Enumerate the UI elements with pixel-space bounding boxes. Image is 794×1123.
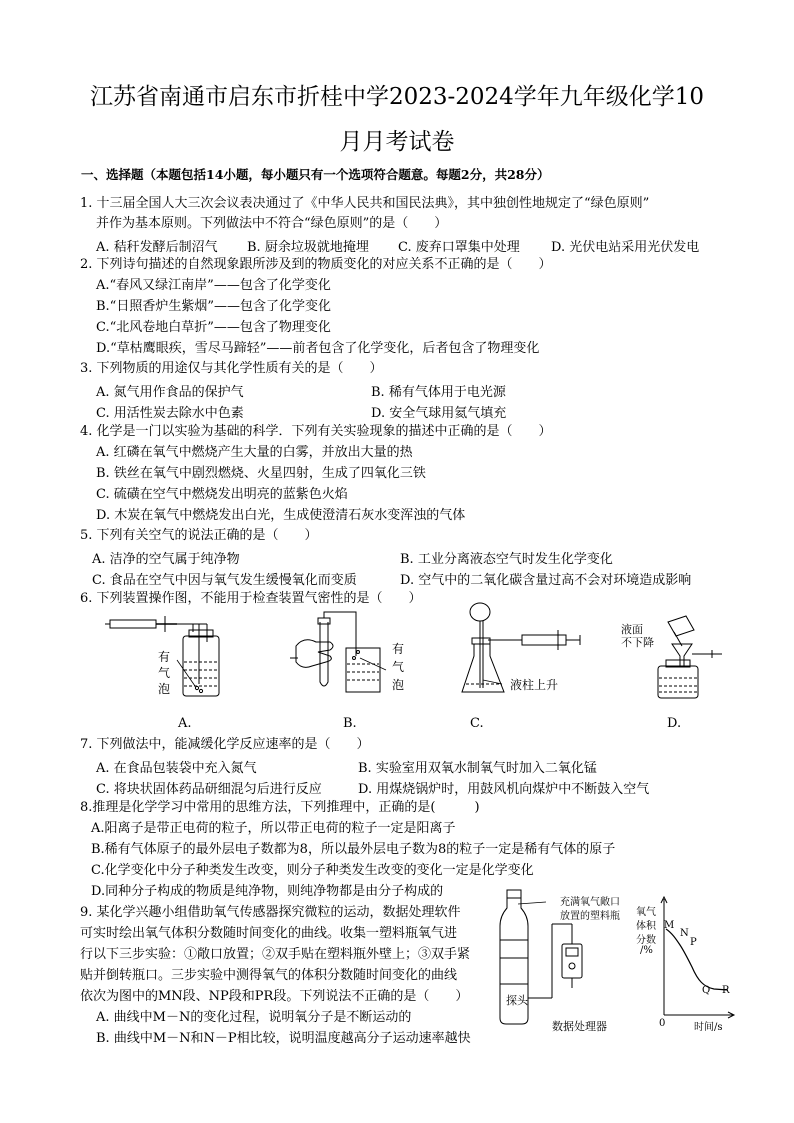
q9-stem-5: 依次为图中的MN段、NP段和PR段。下列说法不正确的是（ ）	[80, 989, 469, 1004]
q3-option-a: A. 氮气用作食品的保护气	[96, 385, 244, 400]
q8-option-c: C.化学变化中分子种类发生改变，则分子种类发生改变的变化一定是化学变化	[91, 863, 534, 878]
q9-bottle-label-2: 放置的塑料瓶	[560, 911, 620, 922]
q2-option-a: A.“春风又绿江南岸”——包含了化学变化	[96, 278, 331, 293]
q9-ylabel-2: 体积	[636, 921, 656, 932]
q5-option-c: C. 食品在空气中因与氧气发生缓慢氧化而变质	[92, 573, 357, 588]
section-heading: 一、选择题（本题包括14小题，每小题只有一个选项符合题意。每题2分，共28分）	[81, 167, 550, 182]
q6-option-c: C.	[470, 716, 484, 731]
q6b-label-2: 气	[392, 660, 405, 674]
q6d-label-1: 液面	[621, 623, 643, 636]
q9-point-m: M	[664, 920, 675, 931]
q1-option-a: A. 秸秆发酵后制沼气	[96, 240, 218, 255]
q2-option-d: D.“草枯鹰眼疾，雪尽马蹄轻”——前者包含了化学变化，后者包含了物理变化	[96, 341, 540, 356]
q6a-label-3: 泡	[158, 682, 171, 696]
q1-stem-1: 1. 十三届全国人大三次会议表决通过了《中华人民共和国民法典》，其中独创性地规定了“绿色原则”	[80, 196, 650, 211]
q9-ylabel-1: 氧气	[636, 907, 656, 918]
q1-option-b: B. 厨余垃圾就地掩埋	[247, 240, 369, 255]
exam-title-line2: 月月考试卷	[339, 129, 455, 155]
q6d-label-2: 不下降	[621, 636, 654, 649]
q1-option-d: D. 光伏电站采用光伏发电	[551, 240, 700, 255]
q9-bottle-label-1: 充满氧气敞口	[560, 897, 620, 908]
q9-xlabel: 时间/s	[694, 1022, 723, 1033]
q6-option-a: A.	[178, 716, 192, 731]
q9-stem-4: 贴并倒转瓶口。三步实验中测得氧气的体积分数随时间变化的曲线	[80, 968, 458, 983]
q2-option-b: B.“日照香炉生紫烟”——包含了化学变化	[96, 299, 331, 314]
q9-oxygen-curve	[666, 929, 728, 990]
q2-option-c: C.“北风卷地白草折”——包含了物理变化	[96, 320, 331, 335]
q9-origin: 0	[659, 1018, 666, 1029]
q9-point-n: N	[680, 928, 689, 939]
q9-stem-2: 可实时绘出氧气体积分数随时间变化的曲线。收集一塑料瓶氧气进	[80, 926, 458, 941]
q7-option-a: A. 在食品包装袋中充入氮气	[96, 761, 257, 776]
q2-stem: 2. 下列诗句描述的自然现象跟所涉及到的物质变化的对应关系不正确的是（ ）	[80, 257, 552, 272]
q9-ylabel-4: /%	[640, 945, 653, 956]
q9-point-p: P	[690, 937, 697, 948]
q8-stem: 8.推理是化学学习中常用的思维方法，下列推理中，正确的是( )	[80, 800, 480, 815]
q6c-label: 液柱上升	[510, 678, 559, 692]
q8-option-a: A.阳离子是带正电荷的粒子，所以带正电荷的粒子一定是阳离子	[91, 821, 456, 836]
q9-probe-label: 探头	[506, 994, 528, 1007]
q5-option-b: B. 工业分离液态空气时发生化学变化	[400, 552, 613, 567]
q4-option-d: D. 木炭在氧气中燃烧发出白光，生成使澄清石灰水变浑浊的气体	[96, 508, 466, 523]
q4-stem: 4. 化学是一门以实验为基础的科学．下列有关实验现象的描述中正确的是（ ）	[80, 424, 552, 439]
q6b-label-1: 有	[392, 642, 405, 656]
q7-stem: 7. 下列做法中，能减缓化学反应速率的是（ ）	[80, 737, 370, 752]
q3-option-c: C. 用活性炭去除水中色素	[96, 406, 244, 421]
q6a-label-1: 有	[158, 650, 171, 664]
q7-option-c: C. 将块状固体药品研细混匀后进行反应	[96, 782, 322, 797]
q1-option-c: C. 废弃口罩集中处理	[398, 240, 520, 255]
q4-option-c: C. 硫磺在空气中燃烧发出明亮的蓝紫色火焰	[96, 487, 348, 502]
q9-point-q: Q	[702, 985, 711, 996]
q5-option-a: A. 洁净的空气属于纯净物	[92, 552, 240, 567]
q9-ylabel-3: 分数	[636, 935, 656, 946]
q9-stem-3: 行以下三步实验：①敞口放置；②双手贴在塑料瓶外壁上；③双手紧	[80, 947, 471, 962]
q4-option-b: B. 铁丝在氧气中剧烈燃烧、火星四射，生成了四氧化三铁	[96, 466, 426, 481]
q8-option-b: B.稀有气体原子的最外层电子数都为8，所以最外层电子数为8的粒子一定是稀有气体的原子	[91, 842, 616, 857]
q6-stem: 6. 下列装置操作图，不能用于检查装置气密性的是（ ）	[80, 591, 422, 606]
q9-option-b: B. 曲线中M－N和N－P相比较，说明温度越高分子运动速率越快	[96, 1031, 471, 1046]
q6-option-b: B.	[343, 716, 357, 731]
q3-option-b: B. 稀有气体用于电光源	[371, 385, 506, 400]
q6a-label-2: 气	[158, 666, 171, 680]
q8-option-d: D.同种分子构成的物质是纯净物，则纯净物都是由分子构成的	[91, 884, 444, 899]
q7-option-d: D. 用煤烧锅炉时，用鼓风机向煤炉中不断鼓入空气	[358, 782, 650, 797]
q6-figure-d	[652, 612, 732, 702]
q9-stem-1: 9. 某化学兴趣小组借助氧气传感器探究微粒的运动，数据处理软件	[80, 905, 461, 920]
q3-option-d: D. 安全气球用氦气填充	[371, 406, 507, 421]
exam-title-line1: 江苏省南通市启东市折桂中学2023-2024学年九年级化学10	[89, 84, 705, 110]
q5-option-d: D. 空气中的二氧化碳含量过高不会对环境造成影响	[400, 573, 692, 588]
q5-stem: 5. 下列有关空气的说法正确的是（ ）	[80, 528, 318, 543]
q1-stem-2: 并作为基本原则。下列做法中不符合“绿色原则”的是（ ）	[96, 216, 448, 231]
q3-stem: 3. 下列物质的用途仅与其化学性质有关的是（ ）	[80, 361, 383, 376]
q7-option-b: B. 实验室用双氧水制氧气时加入二氧化锰	[358, 761, 597, 776]
q6b-label-3: 泡	[392, 678, 405, 692]
q6-figure-b	[290, 612, 400, 702]
q9-option-a: A. 曲线中M－N的变化过程，说明氧分子是不断运动的	[96, 1010, 412, 1025]
q9-processor-label: 数据处理器	[552, 1020, 607, 1033]
q4-option-a: A. 红磷在氧气中燃烧产生大量的白雾，并放出大量的热	[96, 445, 413, 460]
q9-point-r: R	[722, 985, 730, 996]
q6-option-d: D.	[667, 716, 682, 731]
